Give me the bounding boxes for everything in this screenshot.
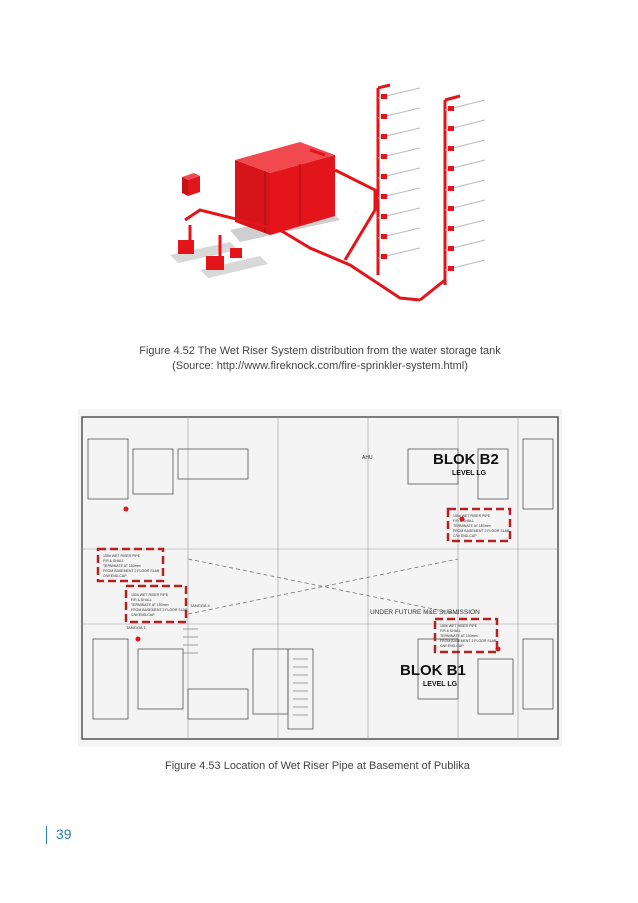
blok-b2-level-label: LEVEL LG (452, 470, 487, 477)
riser-note-2-line: 150# WET RISER PIPE (103, 554, 141, 558)
figure-4-53-caption: Figure 4.53 Location of Wet Riser Pipe at Basement of Publika (165, 760, 470, 772)
riser-note-4-line: 150# WET RISER PIPE (440, 624, 478, 628)
riser-note-4-line: F/R & SHALL (440, 629, 462, 633)
riser-note-2-line: C/W END-CAP (103, 574, 127, 578)
riser-note-2-line: TERMINATE AT 150mm (103, 564, 141, 568)
riser-note-1-line: 150# WET RISER PIPE (453, 514, 491, 518)
basement-floor-plan-figure (78, 409, 562, 747)
floor-plan-drawing (78, 409, 562, 747)
riser-note-1-line: FROM BASEMENT 2 FLOOR SLAB (453, 529, 510, 533)
riser-note-1-line: C/W END-CAP (453, 534, 477, 538)
blok-b2-label: BLOK B2 (433, 451, 499, 468)
riser-note-4-line: TERMINATE AT 150mm (440, 634, 478, 638)
riser-note-3-line: FROM BASEMENT 2 FLOOR SLAB (131, 608, 188, 612)
riser-note-2-line: FROM BASEMENT 2 FLOOR SLAB (103, 569, 160, 573)
riser-note-3-line: C/W END-CAP (131, 613, 155, 617)
caption-line-1: Figure 4.52 The Wet Riser System distribution from the water storage tank (139, 345, 501, 357)
wet-riser-isometric-drawing (160, 70, 500, 335)
ahu-label: AHU (362, 455, 373, 461)
caption-line-2: (Source: http://www.fireknock.com/fire-sprinkler-system.html) (172, 360, 468, 372)
riser-note-3-line: F/R & SHALL (131, 598, 153, 602)
figure-4-52-caption (100, 344, 540, 374)
riser-note-3-line: 150# WET RISER PIPE (131, 593, 169, 597)
page-number-rule (46, 826, 47, 844)
tangga-1-label: TANGGA 1 (126, 625, 146, 630)
wet-riser-isometric-figure (160, 70, 500, 335)
tangga-4-label: TANGGA 4 (190, 603, 210, 608)
riser-note-2-line: F/R & SHALL (103, 559, 125, 563)
riser-note-3-line: TERMINATE AT 150mm (131, 603, 169, 607)
submission-note: UNDER FUTURE M&E SUBMISSION (370, 609, 480, 616)
blok-b1-level-label: LEVEL LG (423, 681, 458, 688)
page-number: 39 (56, 826, 72, 842)
riser-note-1-line: TERMINATE AT 150mm (453, 524, 491, 528)
riser-note-1-line: F/R & SHALL (453, 519, 475, 523)
blok-b1-label: BLOK B1 (400, 662, 466, 679)
riser-note-4-line: FROM BASEMENT 2 FLOOR SLAB (440, 639, 497, 643)
riser-note-4-line: C/W END-CAP (440, 644, 464, 648)
